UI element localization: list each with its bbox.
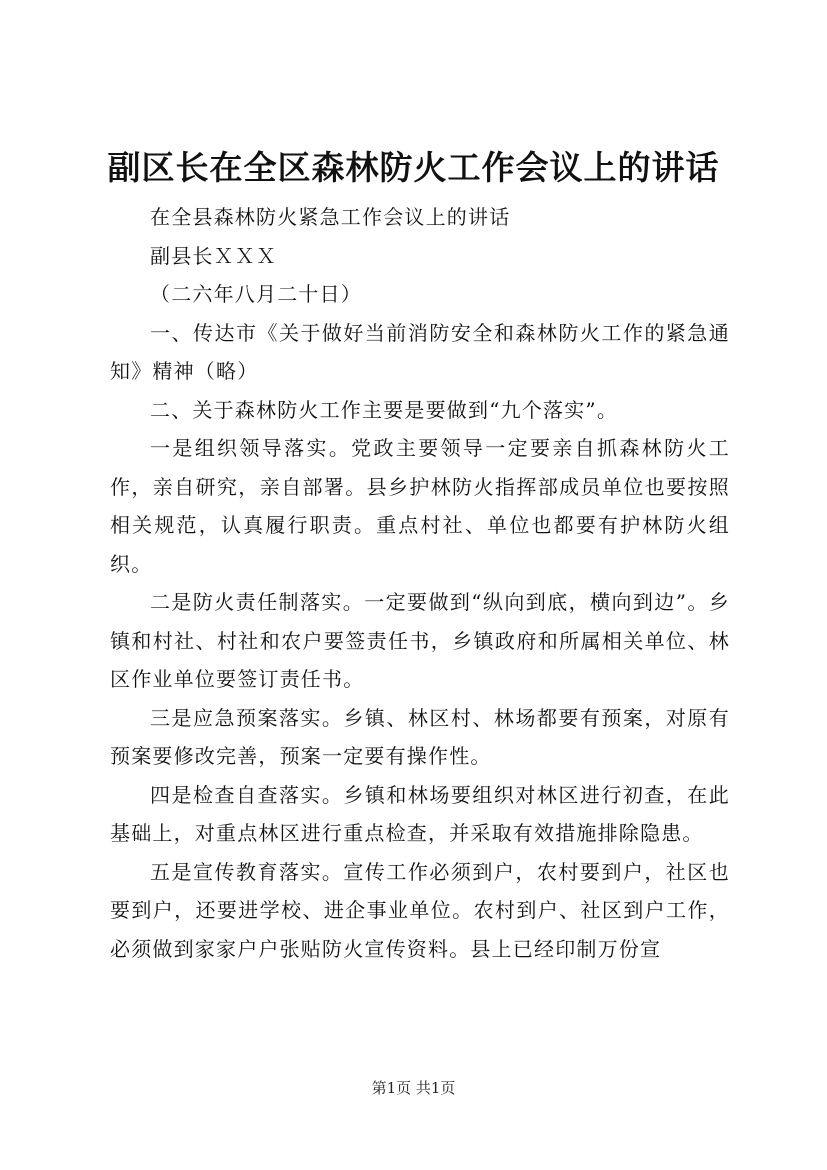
paragraph: （二六年八月二十日） — [150, 282, 362, 306]
paragraph: 二是防火责任制落实。一定要做到“纵向到底，横向到边”。乡镇和村社、村社和农户要签责任书，乡镇政府和所属相关单位、林区作业单位要签订责任书。 — [110, 590, 730, 691]
paragraph: 副县长ＸＸＸ — [150, 243, 278, 268]
document-title: 副区长在全区森林防火工作会议上的讲话 — [107, 148, 720, 187]
paragraph: 三是应急预案落实。乡镇、林区村、林场都要有预案，对原有预案要修改完善，预案一定要有操作性。 — [110, 705, 730, 768]
paragraph: 一、传达市《关于做好当前消防安全和森林防火工作的紧急通知》精神（略） — [110, 320, 730, 383]
document-body — [110, 198, 730, 968]
paragraph: 在全县森林防火紧急工作会议上的讲话 — [150, 205, 511, 229]
paragraph: 一是组织领导落实。党政主要领导一定要亲自抓森林防火工作，亲自研究，亲自部署。县乡护林防火指挥部成员单位也要按照相关规范，认真履行职责。重点村社、单位也都要有护林防火组织。 — [110, 436, 730, 576]
paragraph: 二、关于森林防火工作主要是要做到“九个落实”。 — [150, 397, 619, 422]
paragraph: 五是宣传教育落实。宣传工作必须到户，农村要到户，社区也要到户，还要进学校、进企事业单位。农村到户、社区到户工作，必须做到家家户户张贴防火宣传资料。县上已经印制万份宣 — [110, 859, 730, 961]
paragraph: 四是检查自查落实。乡镇和林场要组织对林区进行初查，在此基础上，对重点林区进行重点检查，并采取有效措施排除隐患。 — [110, 782, 730, 845]
page-footer: 第1页 共1页 — [371, 1079, 456, 1097]
